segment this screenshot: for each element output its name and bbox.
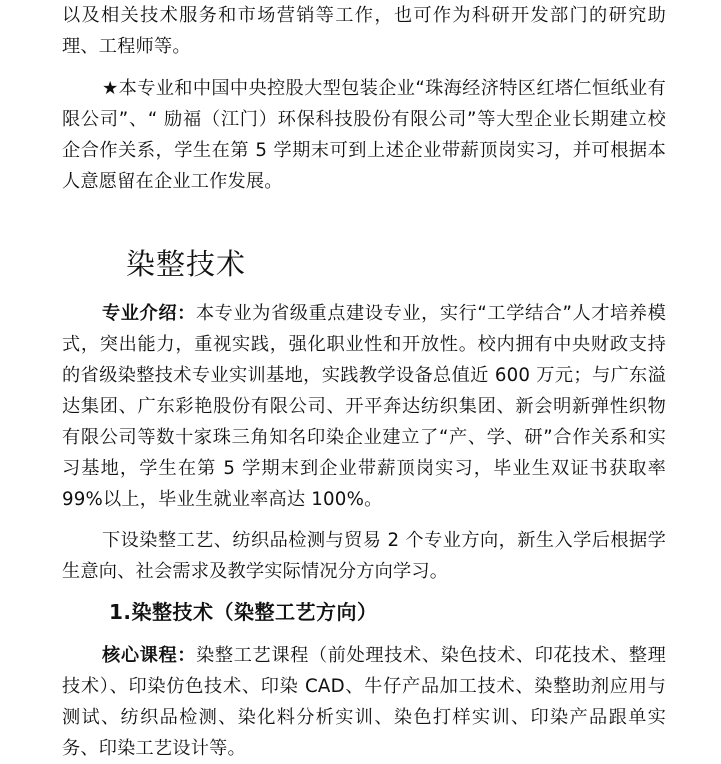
section-title: 染整技术 <box>126 247 247 281</box>
subsection-title: 1.染整技术（染整工艺方向） <box>109 600 378 624</box>
core-text: 染整工艺课程（前处理技术、染色技术、印花技术、整理技术）、印染仿色技术、印染 CAD、牛仔产品加工技术、染整助剂应用与测试、纺织品检测、染化料分析实训、染色打样实训、印染产品跟单实务、印染工艺设计等。 <box>62 645 666 759</box>
paragraph-cooperation: ★本专业和中国中央控股大型包装企业“珠海经济特区红塔仁恒纸业有限公司”、“ 励福（江门）环保科技股份有限公司”等大型企业长期建立校企合作关系，学生在第 5 学期末可到上述企业带薪顶岗实习，并可根据本人意愿留在企业工作发展。 <box>62 78 666 192</box>
paragraph-directions: 下设染整工艺、纺织品检测与贸易 2 个专业方向，新生入学后根据学生意向、社会需求及教学实际情况分方向学习。 <box>62 530 666 582</box>
paragraph-program-intro <box>62 298 666 515</box>
paragraph-intro-tail: 以及相关技术服务和市场营销等工作，也可作为科研开发部门的研究助理、工程师等。 <box>62 5 666 57</box>
intro-lead: 专业介绍： <box>102 303 196 324</box>
intro-text: 本专业为省级重点建设专业，实行“工学结合”人才培养模式，突出能力，重视实践，强化职业性和开放性。校内拥有中央财政支持的省级染整技术专业实训基地，实践教学设备总值近 600 万元；与广东溢达集团、广东彩艳股份有限公司、开平奔达纺织集团、新会明新弹性织物有限公司等数十家珠三角知名印染企业建立了“产、学、研”合作关系和实习基地，学生在第 5 学期末到企业带薪顶岗实习，毕业生双证书获取率 99%以上，毕业生就业率高达 100%。 <box>62 303 666 510</box>
paragraph-core-courses <box>62 640 666 764</box>
core-lead: 核心课程： <box>102 645 197 666</box>
